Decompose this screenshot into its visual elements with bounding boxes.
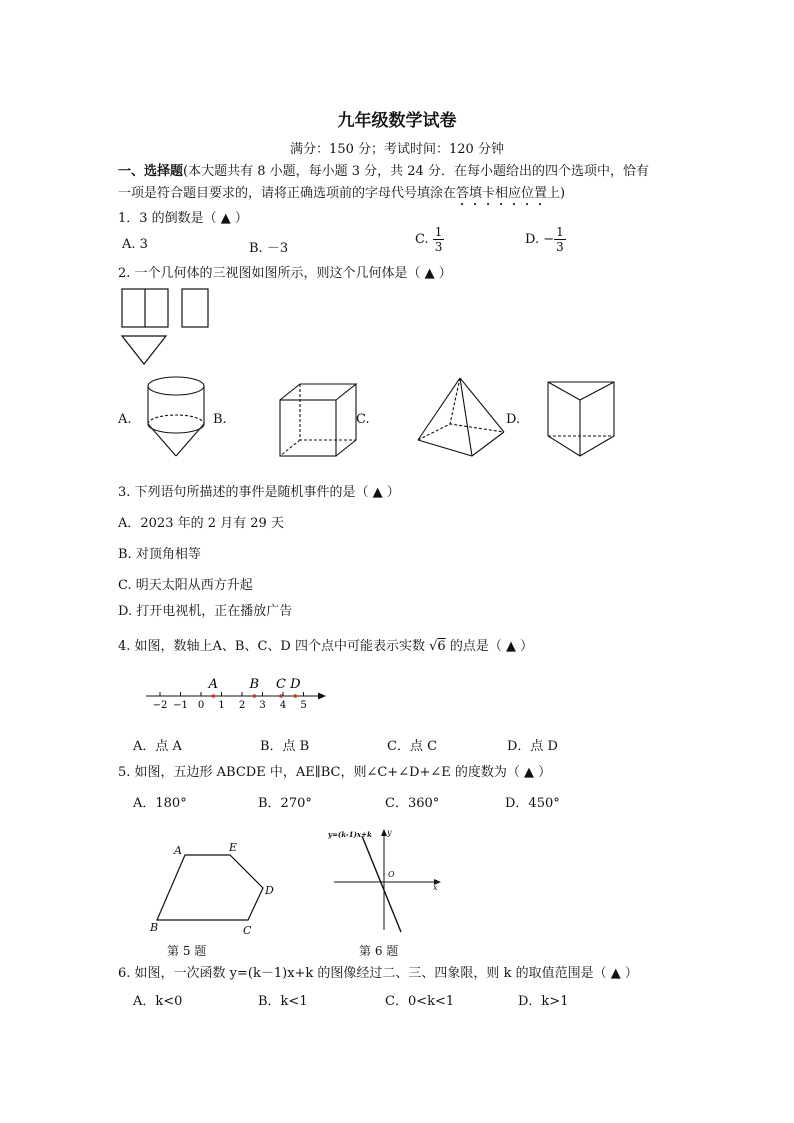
q6-option-d: D．k>1 xyxy=(518,994,569,1009)
q5-pentagon-figure xyxy=(145,836,285,938)
q6-stem: 6. 如图，一次函数 y=(k－1)x+k 的图像经过二、三、四象限，则 k 的取值范围是（ ▲ ） xyxy=(118,966,638,981)
q4-stem xyxy=(118,635,533,654)
q6-option-a: A．k<0 xyxy=(133,994,183,1009)
q3-option-d: D. 打开电视机，正在播放广告 xyxy=(118,604,293,619)
q2-figure-d-prism xyxy=(544,378,618,462)
q3-option-c: C. 明天太阳从西方升起 xyxy=(118,578,253,593)
q1-option-c-label: C. xyxy=(415,232,429,247)
q4-stem-pre: 4. 如图，数轴上A、B、C、D 四个点中可能表示实数 xyxy=(118,639,425,654)
q2-option-b: B. xyxy=(213,412,227,427)
sqrt-icon: √ xyxy=(429,639,438,654)
point-b xyxy=(253,694,257,698)
q2-figure-c-pyramid xyxy=(414,374,510,460)
q1-option-c-num: 1 xyxy=(434,225,443,239)
q1-option-c xyxy=(415,225,444,254)
section-desc-line2-emph: 答填卡相应位置 xyxy=(456,186,548,201)
q4-option-d: D．点 D xyxy=(507,739,558,754)
q1-option-b: B. －3 xyxy=(249,241,289,256)
tick-label: 0 xyxy=(197,700,205,711)
vertex-e: E xyxy=(229,841,238,854)
q5-option-c: C．360° xyxy=(385,796,440,811)
q1-option-a: A. 3 xyxy=(122,237,148,252)
section-heading-line2 xyxy=(118,182,565,209)
q6-option-b: B．k<1 xyxy=(258,994,308,1009)
q1-option-d-num: 1 xyxy=(556,225,564,239)
q3-stem: 3. 下列语句所描述的事件是随机事件的是（ ▲ ） xyxy=(118,485,400,500)
point-a xyxy=(212,694,216,698)
q5-figure-caption: 第 5 题 xyxy=(167,944,207,958)
q1-option-d-den: 3 xyxy=(556,240,564,254)
q6-figure-caption: 第 6 题 xyxy=(359,944,399,958)
exam-info: 满分：150 分；考试时间：120 分钟 xyxy=(290,142,504,157)
q4-option-a: A．点 A xyxy=(133,739,182,754)
q5-stem: 5. 如图，五边形 ABCDE 中，AE∥BC，则∠C+∠D+∠E 的度数为（ ▲ ） xyxy=(118,765,552,780)
x-axis-label: x xyxy=(433,883,438,892)
q2-figure-b-cube xyxy=(276,380,362,462)
q1-option-d-label: D. − xyxy=(525,232,555,247)
tick-label: 2 xyxy=(238,700,246,711)
point-c xyxy=(279,694,283,698)
q1-option-d-fraction xyxy=(554,225,566,254)
q1-option-c-fraction xyxy=(433,225,445,254)
function-equation: y=(k-1)x+k xyxy=(328,830,372,839)
vertex-d: D xyxy=(265,884,274,897)
q3-option-b: B. 对顶角相等 xyxy=(118,547,201,562)
q3-option-a: A．2023 年的 2 月有 29 天 xyxy=(118,516,284,531)
tick-label: 5 xyxy=(300,700,307,711)
q4-option-c: C．点 C xyxy=(387,739,438,754)
q2-option-a: A. xyxy=(118,412,132,427)
point-d xyxy=(294,694,298,698)
point-label: C xyxy=(275,677,286,692)
q4-option-b: B．点 B xyxy=(260,739,310,754)
page-title: 九年级数学试卷 xyxy=(337,111,457,131)
vertex-b: B xyxy=(150,921,159,934)
top-view xyxy=(122,336,166,364)
point-label: B xyxy=(249,677,260,692)
vertex-a: A xyxy=(174,844,182,857)
function-line xyxy=(362,836,401,932)
q4-number-line xyxy=(140,672,340,712)
q2-figure-a-cylinder-cone xyxy=(138,372,218,464)
origin-label: O xyxy=(388,870,395,879)
arrow-icon xyxy=(318,693,326,700)
q2-stem: 2. 一个几何体的三视图如图所示，则这个几何体是（ ▲ ） xyxy=(118,266,452,281)
q2-three-views xyxy=(118,286,218,376)
tick-label: 3 xyxy=(259,700,266,711)
q5-option-b: B．270° xyxy=(258,796,312,811)
section-title: 一、选择题 xyxy=(118,164,184,179)
q1-stem: 1．3 的倒数是（ ▲ ） xyxy=(118,211,248,226)
q2-option-d: D. xyxy=(506,412,521,427)
vertex-c: C xyxy=(243,924,252,937)
q2-option-c: C. xyxy=(356,412,370,427)
q1-option-d xyxy=(525,225,566,254)
q5-option-d: D．450° xyxy=(505,796,560,811)
section-desc-line2-post: 上) xyxy=(547,186,566,201)
q5-option-a: A．180° xyxy=(133,796,187,811)
tick-label: 4 xyxy=(279,700,287,711)
tick-label: 1 xyxy=(218,700,225,711)
y-axis-label: y xyxy=(387,828,392,837)
q6-line-graph xyxy=(326,826,446,938)
side-view xyxy=(182,289,208,327)
section-desc-line2-pre: 一项是符合题目要求的，请将正确选项前的字母代号填涂在 xyxy=(118,186,457,201)
q4-stem-post: 的点是（ ▲ ） xyxy=(449,639,534,654)
q6-option-c: C．0<k<1 xyxy=(385,994,455,1009)
q4-sqrt-value: 6 xyxy=(437,639,446,654)
point-label: D xyxy=(290,677,301,692)
section-heading-line1 xyxy=(118,160,649,179)
section-desc-line1: (本大题共有 8 小题，每小题 3 分，共 24 分．在每小题给出的四个选项中，恰有 xyxy=(183,164,649,179)
tick-label: −2 xyxy=(152,700,168,711)
q1-option-c-den: 3 xyxy=(434,240,443,254)
point-label: A xyxy=(208,677,218,692)
tick-label: −1 xyxy=(173,700,188,711)
